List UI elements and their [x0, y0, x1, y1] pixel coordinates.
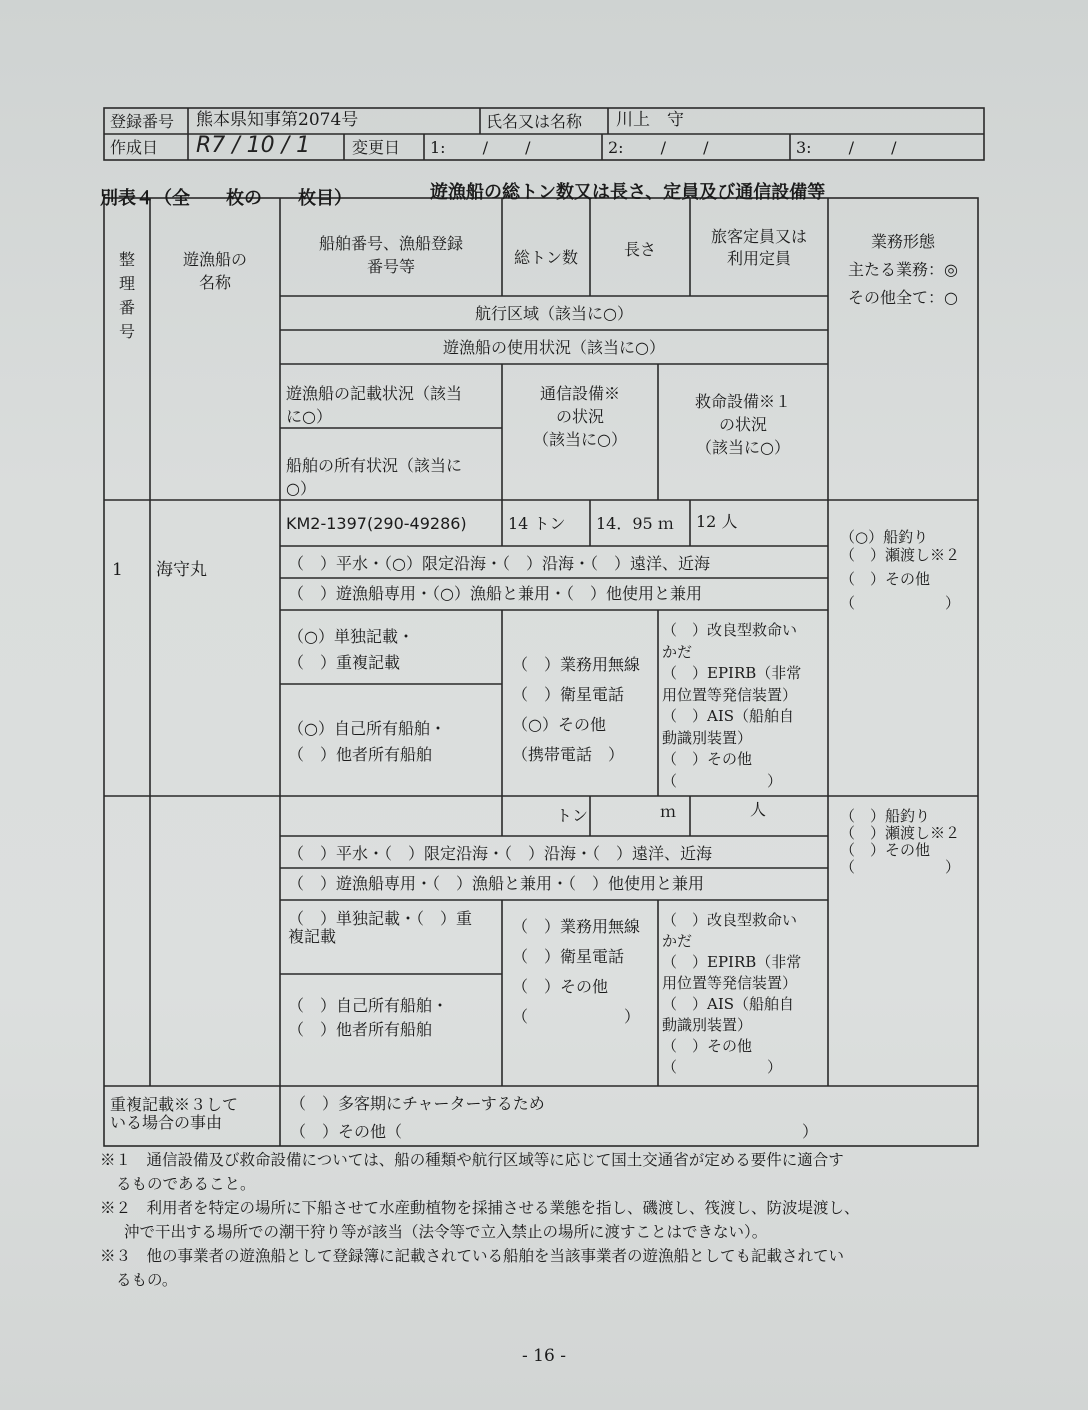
registration-number-label: 登録番号 — [110, 112, 175, 131]
row2-navigation-area[interactable]: （ ）平水・（ ）限定沿海・（ ）沿海・（ ）遠洋、近海 — [288, 844, 713, 863]
footnote-2: ※２ 利用者を特定の場所に下船させて水産動植物を採捕させる業態を指し、磯渡し、筏渡し、防波堤渡し、 — [100, 1199, 860, 1217]
registration-number-value[interactable]: 熊本県知事第2074号 — [196, 110, 359, 130]
row1-communication[interactable]: （ ）業務用無線 （ ）衛星電話 （○）その他 （携帯電話 ） — [512, 655, 641, 764]
row1-owner-status[interactable]: （○）自己所有船舶・ （ ）他者所有船舶 — [288, 719, 446, 764]
row1-tonnage[interactable]: 14 トン — [508, 514, 566, 533]
row1-capacity[interactable]: 12 人 — [696, 512, 738, 531]
header-communication: 通信設備※ の状況 （該当に○） — [533, 384, 627, 449]
row2-capacity[interactable]: 人 — [750, 800, 767, 819]
page-number: - 16 - — [522, 1346, 566, 1366]
duplicate-option-charter[interactable]: （ ）多客期にチャーターするため — [290, 1094, 545, 1113]
row1-usage[interactable]: （ ）遊漁船専用・（○）漁船と兼用・（ ）他使用と兼用 — [288, 584, 702, 603]
row2-tonnage[interactable]: トン — [556, 806, 589, 825]
change-date-1[interactable]: 1: / / — [430, 138, 531, 157]
header-record-status: 遊漁船の記載状況（該当 に○） — [286, 384, 463, 426]
change-date-2[interactable]: 2: / / — [608, 138, 709, 157]
row2-usage[interactable]: （ ）遊漁船専用・（ ）漁船と兼用・（ ）他使用と兼用 — [288, 874, 705, 893]
created-date-value[interactable]: R7 / 10 / 1 — [196, 133, 311, 158]
header-capacity: 旅客定員又は 利用定員 — [710, 227, 807, 268]
name-label: 氏名又は名称 — [486, 112, 583, 131]
header-seiri-bango: 整 理 番 号 — [118, 250, 135, 341]
row1-record-status[interactable]: （○）単独記載・ （ ）重複記載 — [288, 627, 414, 672]
table-title-left: 別表４（全 枚の 枚目） — [100, 188, 352, 209]
header-length: 長さ — [623, 240, 656, 259]
table-title-right: 遊漁船の総トン数又は長さ、定員及び通信設備等 — [430, 182, 826, 203]
row1-length[interactable]: 14．95 ｍ — [596, 514, 674, 533]
footnote-3: ※３ 他の事業者の遊漁船として登録簿に記載されている船舶を当該事業者の遊漁船としても記載されてい — [100, 1247, 845, 1265]
footnotes: ※１ 通信設備及び救命設備については、船の種類や航行区域等に応じて国土交通省が定める要件に適合す るものであること。 ※２ 利用者を特定の場所に下船させて水産動植物を採捕させる業態を指し、磯渡し、筏渡し、防波堤渡し、 沖で干出する場所での潮干狩り等が該当（法令等で立入禁止の場所に渡すことはできない）。 ※３ 他の事業者の遊漁船として登録簿に記載されている船舶を当該事業者の遊漁船としても記載されてい るもの。 — [100, 1148, 990, 1292]
row1-navigation-area[interactable]: （ ）平水・（○）限定沿海・（ ）沿海・（ ）遠洋、近海 — [288, 554, 710, 573]
row2-business-type[interactable]: （ ）船釣り （ ）瀬渡し※２ （ ）その他 （ ） — [840, 807, 961, 876]
row1-ship-name[interactable]: 海守丸 — [156, 560, 207, 580]
row1-ship-number[interactable]: KM2-1397(290-49286) — [286, 514, 467, 533]
name-value[interactable]: 川上 守 — [616, 110, 684, 130]
row1-number: 1 — [112, 560, 123, 580]
change-date-3[interactable]: 3: / / — [796, 138, 897, 157]
header-ship-number: 船舶番号、漁船登録 番号等 — [318, 234, 463, 276]
created-date-label: 作成日 — [110, 138, 159, 157]
changed-date-label: 変更日 — [352, 138, 401, 157]
header-owner-status: 船舶の所有状況（該当に ○） — [286, 456, 463, 498]
duplicate-reason-label: 重複記載※３して いる場合の事由 — [110, 1095, 239, 1132]
header-business-type: 業務形態 主たる業務：◎ その他全て：○ — [848, 232, 958, 307]
row2-record-status[interactable]: （ ）単独記載・（ ）重 複記載 — [288, 909, 473, 946]
header-usage: 遊漁船の使用状況（該当に○） — [443, 338, 665, 357]
row2-length[interactable]: ｍ — [660, 802, 677, 821]
footnote-1: ※１ 通信設備及び救命設備については、船の種類や航行区域等に応じて国土交通省が定める要件に適合す — [100, 1151, 844, 1169]
row2-owner-status[interactable]: （ ）自己所有船舶・ （ ）他者所有船舶 — [288, 996, 449, 1039]
header-ship-name: 遊漁船の 名称 — [182, 250, 247, 292]
row2-lifesaving[interactable]: （ ）改良型救命い かだ （ ）EPIRB（非常 用位置等発信装置） （ ）AIS（船舶自 動識別装置） （ ）その他 （ ） — [662, 911, 802, 1076]
header-lifesaving: 救命設備※１ の状況 （該当に○） — [694, 392, 791, 457]
header-navigation-area: 航行区域（該当に○） — [475, 304, 633, 323]
row2-communication[interactable]: （ ）業務用無線 （ ）衛星電話 （ ）その他 （ ） — [512, 917, 641, 1026]
row1-lifesaving[interactable]: （ ）改良型救命い かだ （ ）EPIRB（非常 用位置等発信装置） （ ）AIS（船舶自 動識別装置） （ ）その他 （ ） — [662, 621, 802, 790]
row1-business-type[interactable]: （○）船釣り （ ）瀬渡し※２ （ ）その他 （ ） — [840, 528, 961, 612]
header-tonnage: 総トン数 — [513, 248, 578, 267]
duplicate-option-other[interactable]: （ ）その他（ ） — [290, 1122, 819, 1141]
